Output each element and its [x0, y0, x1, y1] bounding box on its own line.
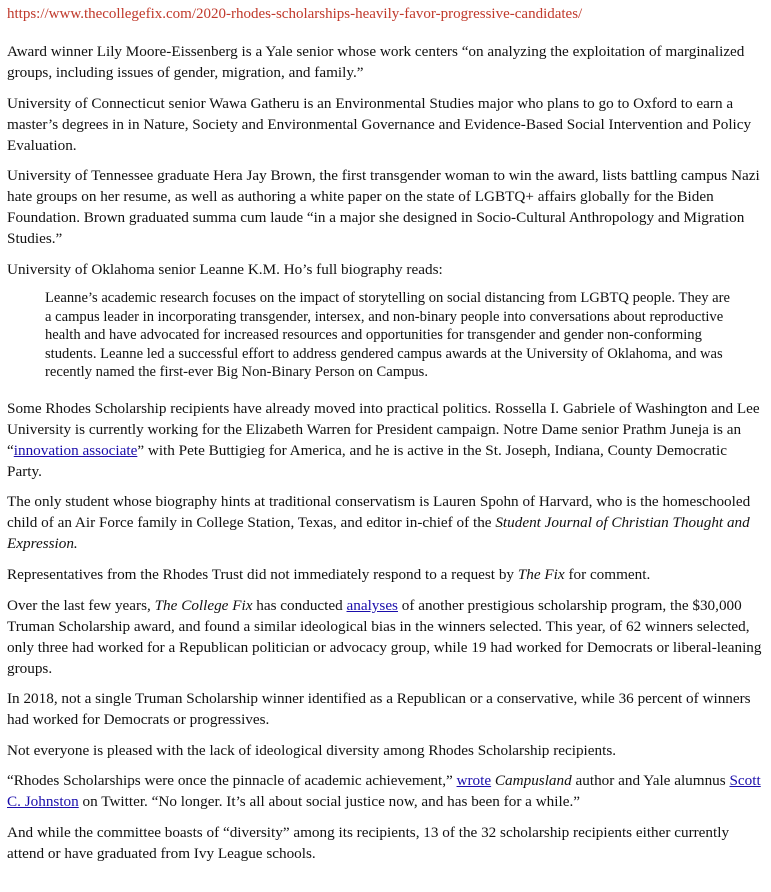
analyses-link[interactable]: analyses [346, 596, 398, 614]
text-span: Over the last few years, [7, 596, 155, 614]
paragraph-ivy-league: And while the committee boasts of “diversity” among its recipients, 13 of the 32 scholarship recipients either currently attend or have graduated from Ivy League schools. [7, 824, 730, 863]
text-span: of another prestigious scholarship program, the $30,000 Truman Scholarship award, and found a similar ideological bias in the winners selected. This year, of 62 winners selected, only three had worked for a Republican politician or advocacy group, while 19 had worked for Democrats or liberal-leaning groups. [7, 596, 762, 677]
source-url[interactable]: https://www.thecollegefix.com/2020-rhodes-scholarships-heavily-favor-progressive-candidates/ [7, 6, 583, 22]
text-span: The only student whose biography hints at traditional conservatism is Lauren Spohn of Harvard, who is the homeschooled child of an Air Force family in College Station, Texas, and editor in-chief of the [7, 493, 751, 532]
text-span: author and Yale alumnus [571, 772, 730, 790]
paragraph-truman-analyses [7, 595, 765, 679]
paragraph-johnston-quote [7, 770, 765, 812]
publication-name: The College Fix [154, 596, 253, 614]
text-span: ” with Pete Buttigieg for America, and he is active in the St. Joseph, Indiana, County Democratic Party. [7, 441, 727, 480]
scott-johnston-link[interactable]: Scott C. Johnston [7, 772, 761, 811]
wrote-link[interactable]: wrote [456, 772, 492, 790]
text-span: “Rhodes Scholarships were once the pinnacle of academic achievement,” [7, 772, 457, 790]
paragraph-practical-politics [7, 398, 765, 482]
paragraph-spohn [7, 491, 765, 554]
paragraph-ho-intro: University of Oklahoma senior Leanne K.M. Ho’s full biography reads: [7, 260, 443, 278]
book-title: Campusland [494, 772, 572, 790]
text-span: Representatives from the Rhodes Trust did not immediately respond to a request by [7, 566, 518, 584]
paragraph-not-pleased: Not everyone is pleased with the lack of ideological diversity among Rhodes Scholarship recipients. [7, 741, 617, 759]
paragraph-2018-truman: In 2018, not a single Truman Scholarship winner identified as a Republican or a conservative, while 36 percent of winners had worked for Democrats or progressives. [7, 690, 751, 729]
paragraph-brown: University of Tennessee graduate Hera Jay Brown, the first transgender woman to win the award, lists battling campus Nazi hate groups on her resume, as well as authoring a white paper on the state of LGBTQ+ affairs globally for the Biden Foundation. Brown graduated summa cum laude “in a major she designed in Socio-Cultural Anthropology and Migration Studies.” [7, 167, 760, 248]
publication-name: The Fix [517, 566, 565, 584]
paragraph-gatheru: University of Connecticut senior Wawa Gatheru is an Environmental Studies major who plans to go to Oxford to earn a master’s degrees in in Nature, Society and Environmental Governance and Evidence-Based Social Intervention and Policy Evaluation. [7, 94, 752, 154]
paragraph-moore-eissenberg: Award winner Lily Moore-Eissenberg is a Yale senior whose work centers “on analyzing the exploitation of marginalized groups, including issues of gender, migration, and family.” [7, 43, 745, 81]
journal-title: Student Journal of Christian Thought and Expression. [7, 514, 750, 553]
article-body [7, 41, 765, 874]
text-span: on Twitter. “No longer. It’s all about social justice now, and has been for a while.” [78, 793, 580, 811]
text-span: Some Rhodes Scholarship recipients have already moved into practical politics. Rossella I. Gabriele of Washington and Lee University is currently working for the Elizabeth Warren for President campaign. Notre Dame senior Prathm Juneja is an “ [7, 399, 760, 459]
innovation-associate-link[interactable]: innovation associate [13, 441, 138, 459]
ho-biography-quote: Leanne’s academic research focuses on the impact of storytelling on social distancing from LGBTQ people. They are a campus leader in incorporating transgender, intersex, and non-binary people into conversations about reproductive health and have advocated for increased resources and opportunities for transgender and gender non-conforming students. Leanne led a successful effort to address gendered campus awards at the University of Oklahoma, and was recently named the first-ever Big Non-Binary Person on Campus. [45, 290, 730, 381]
text-span: for comment. [564, 566, 651, 584]
paragraph-rhodes-trust [7, 564, 765, 585]
text-span: has conducted [252, 596, 347, 614]
